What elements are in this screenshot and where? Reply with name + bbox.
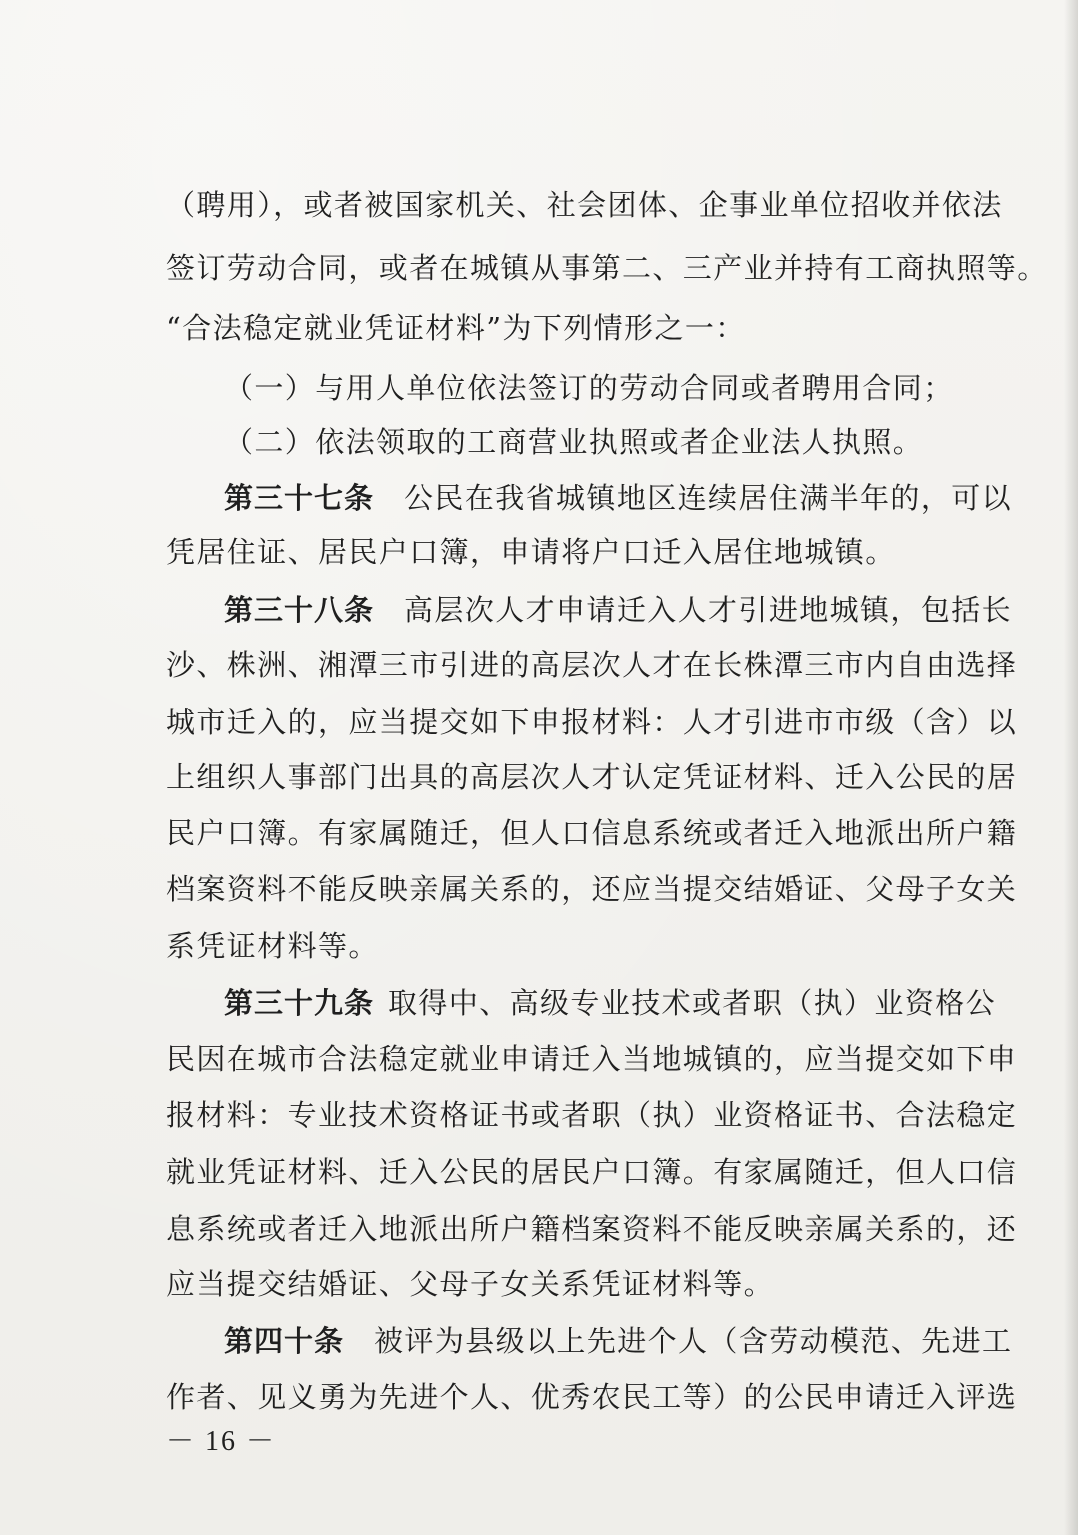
article-40-text: 被评为县级以上先进个人（含劳动模范、先进工 — [374, 1324, 1013, 1358]
text-line-5: （二）依法领取的工商营业执照或者企业法人执照。 — [224, 425, 924, 459]
text-line-19: 息系统或者迁入地派出所户籍档案资料不能反映亲属关系的，还 — [166, 1212, 1018, 1246]
text-line-20: 应当提交结婚证、父母子女关系凭证材料等。 — [166, 1267, 775, 1301]
article-39-heading: 第三十九条 — [224, 986, 375, 1020]
article-39-first-line — [224, 986, 1024, 1020]
text-line-10: 城市迁入的，应当提交如下申报材料：人才引进市市级（含）以 — [166, 705, 1018, 739]
text-line-2: 签订劳动合同，或者在城镇从事第二、三产业并持有工商执照等。 — [166, 251, 1048, 285]
article-40-first-line — [224, 1324, 1024, 1358]
text-line-9: 沙、株洲、湘潭三市引进的高层次人才在长株潭三市内自由选择 — [166, 648, 1018, 682]
page-edge-shadow — [1064, 0, 1078, 1535]
article-40-heading: 第四十条 — [224, 1324, 345, 1358]
text-line-17: 报材料：专业技术资格证书或者职（执）业资格证书、合法稳定 — [166, 1098, 1018, 1132]
article-37-first-line — [224, 481, 1024, 515]
article-39-text: 取得中、高级专业技术或者职（执）业资格公 — [388, 986, 997, 1020]
text-line-13: 档案资料不能反映亲属关系的，还应当提交结婚证、父母子女关 — [166, 872, 1018, 906]
article-38-heading: 第三十八条 — [224, 593, 375, 627]
article-37-text: 公民在我省城镇地区连续居住满半年的，可以 — [404, 481, 1013, 515]
text-line-3: “合法稳定就业凭证材料”为下列情形之一： — [166, 311, 746, 345]
article-38-text: 高层次人才申请迁入人才引进地城镇，包括长 — [404, 593, 1013, 627]
article-38-first-line — [224, 593, 1024, 627]
article-37-heading: 第三十七条 — [224, 481, 375, 515]
text-line-14: 系凭证材料等。 — [166, 929, 379, 963]
text-line-1: （聘用），或者被国家机关、社会团体、企事业单位招收并依法 — [166, 188, 1003, 222]
text-line-12: 民户口簿。有家属随迁，但人口信息系统或者迁入地派出所户籍 — [166, 816, 1018, 850]
page-number: － 16 － — [166, 1426, 277, 1457]
text-line-4: （一）与用人单位依法签订的劳动合同或者聘用合同； — [224, 371, 954, 405]
text-line-7: 凭居住证、居民户口簿，申请将户口迁入居住地城镇。 — [166, 535, 896, 569]
text-line-22: 作者、见义勇为先进个人、优秀农民工等）的公民申请迁入评选 — [166, 1380, 1018, 1414]
text-line-18: 就业凭证材料、迁入公民的居民户口簿。有家属随迁，但人口信 — [166, 1155, 1018, 1189]
text-line-11: 上组织人事部门出具的高层次人才认定凭证材料、迁入公民的居 — [166, 760, 1018, 794]
text-line-16: 民因在城市合法稳定就业申请迁入当地城镇的，应当提交如下申 — [166, 1042, 1018, 1076]
